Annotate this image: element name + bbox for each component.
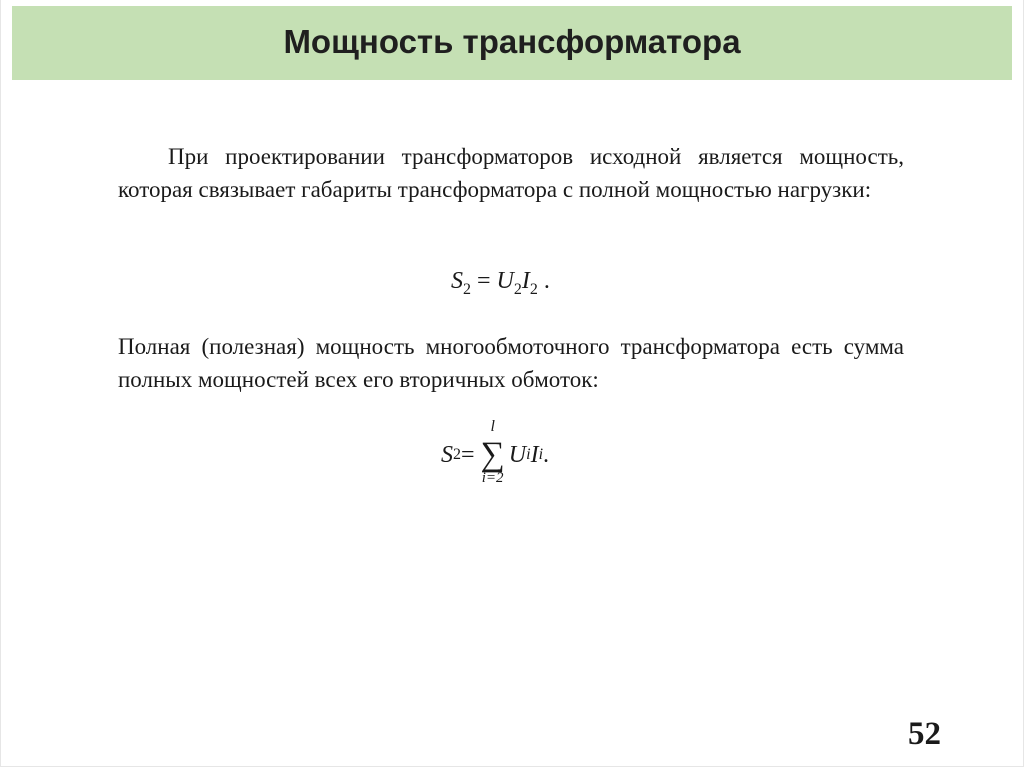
paragraph-multiwinding: Полная (полезная) мощность многообмоточного трансформатора есть сумма полных мощностей всех его вторичных обмоток: [118,334,904,392]
formula-voltage: U [496,268,514,294]
formula-current-sub: 2 [529,281,538,298]
summation [480,418,505,486]
formula-sum-power [441,418,550,500]
formula2-voltage-sub: i [526,446,531,463]
formula2-current: I [530,441,539,468]
summation-lower-limit: i=2 [481,470,504,486]
formula2-current-sub: i [538,446,544,463]
formula-equals: = [471,268,497,294]
summation-sign: ∑ [480,436,505,473]
paragraph-intro: При проектировании трансформаторов исходной является мощность, которая связывает габариты трансформатора с полной мощностью нагрузки: [118,144,904,202]
formula2-period: . [543,441,550,468]
formula2-lhs: S [441,441,453,468]
summation-upper-limit: l [490,418,495,435]
slide-title: Мощность трансформатора [283,23,741,60]
page-number: 52 [908,716,941,752]
title-bar [12,6,1012,80]
formula-lhs: S [451,268,463,294]
formula2-lhs-sub: 2 [453,446,461,463]
formula-period: . [537,268,550,294]
formula2-equals: = [461,441,475,468]
formula-current: I [521,268,530,294]
formula-voltage-sub: 2 [513,281,522,298]
formula-lhs-sub: 2 [463,281,471,298]
formula2-voltage: U [508,441,527,468]
formula-apparent-power [451,268,550,299]
